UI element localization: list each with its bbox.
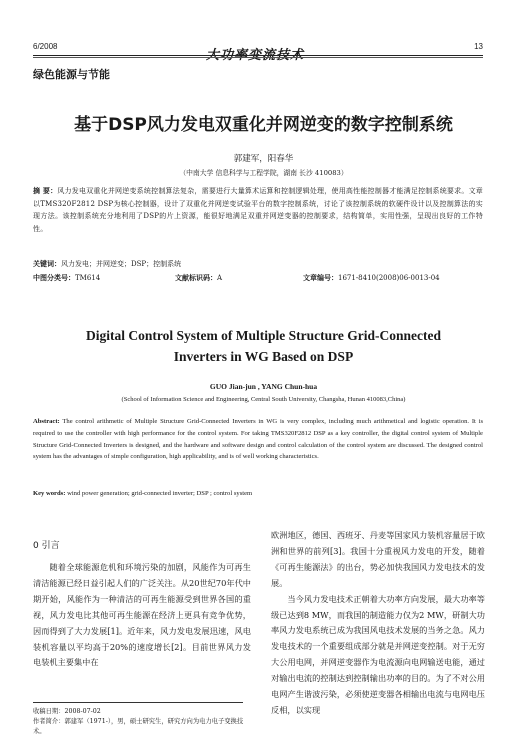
affiliation-english: (School of Information Science and Engineering, Central South University, Changsha, Hunan 410083,China) bbox=[121, 396, 406, 403]
title-english-line2: Inverters in WG Based on DSP bbox=[173, 349, 354, 364]
doc-code-value: A bbox=[217, 274, 223, 282]
section-heading: 0 引言 bbox=[33, 541, 60, 551]
issue-number: 6/2008 bbox=[33, 42, 58, 51]
author-bio: 作者简介：郭建军（1971-），男，硕士研究生，研究方向为电力电子变换技术。 bbox=[33, 718, 244, 735]
document-code bbox=[175, 273, 222, 283]
abstract-label-chinese: 摘 要： bbox=[33, 187, 58, 195]
abstract-text-chinese: 风力发电双重化并网逆变系统控制算法复杂，需要进行大量算术运算和控制逻辑处理，使用高性能控制器才能满足控制系统要求。文章以TMS320F2812 DSP为核心控制器，设计了双重化并网逆变试验平台的数字控制系统，讨论了该控制系统的软硬件设计以及控制算法的实现方法。该控制系统充分地利用了DSP的片上资源，能很好地满足双重并网逆变器的控制要求，结构简单，实用性强，呈现出良好的工作特性。 bbox=[33, 187, 483, 233]
footnote-rule bbox=[33, 702, 243, 703]
body-paragraph: 随着全球能源危机和环境污染的加剧，风能作为可再生清洁能源已经日益引起人们的广泛关注。从20世纪70年代中期开始，风能作为一种清洁的可再生能源受到世界各国的重视，风力发电比其他可再生能源在经济上更具有竞争优势，因而得到了大力发展[1]。近年来，风力发电发展迅速，风电装机容量以平均高于20%的速度增长[2]。目前世界风力发电装机主要集中在 bbox=[33, 562, 251, 668]
body-paragraph: 当今风力发电技术正朝着大功率方向发展，最大功率等级已达到8 MW，而我国的制造能力仅为2 MW，研制大功率风力发电系统已成为我国风电技术发展的当务之急。风力发电技术的一个重要组成部分就是并网逆变控制。对于无穷大公用电网，并网逆变器作为电流源向电网输送电能，通过对输出电流的控制达到控制输出功率的目的。为了不对公用电网产生谐波污染，必须使逆变器各相输出电流与电网电压反相，以实现 bbox=[271, 593, 485, 715]
clc-number bbox=[33, 273, 100, 283]
affiliation-chinese: （中南大学 信息科学与工程学院，湖南 长沙 410083） bbox=[179, 169, 348, 177]
article-number bbox=[303, 273, 440, 283]
journal-name: 大功率变流技术 bbox=[206, 48, 305, 63]
title-chinese: 基于DSP风力发电双重化并网逆变的数字控制系统 bbox=[74, 115, 453, 135]
abstract-text-english: The control arithmetic of Multiple Structure Grid-Connected Inverters in WG is very complex, including much arithmetical and logistic operation. It is required to use the controller with high performance for the control system. For taking TMS320F2812 DSP as a key controller, the digital control system of Multiple Structure Grid-Connected Inverters is designed, and the hardware and software design and control calculation of the control system are discussed. The designed control system has the advantages of simple configuration, high applicability, and is of well working characteristics. bbox=[33, 418, 484, 461]
article-no-label: 文章编号： bbox=[303, 274, 338, 282]
keywords-text-english: wind power generation; grid-connected inverter; DSP ; control system bbox=[67, 490, 253, 497]
page-number: 13 bbox=[474, 42, 483, 51]
keywords-text-chinese: 风力发电；并网逆变；DSP；控制系统 bbox=[61, 260, 182, 268]
title-english bbox=[30, 325, 497, 367]
article-no-value: 1671-8410(2008)06-0013-04 bbox=[338, 274, 440, 282]
keywords-label-english: Key words: bbox=[33, 490, 66, 497]
abstract-label-english: Abstract: bbox=[33, 418, 60, 425]
section-tag: 绿色能源与节能 bbox=[33, 68, 110, 81]
body-paragraph: 欧洲地区，德国、西班牙、丹麦等国家风力装机容量居于欧洲和世界的前列[3]。我国十分重视风力发电的开发，随着《可再生能源法》的出台，势必加快我国风力发电技术的发展。 bbox=[271, 530, 485, 588]
keywords-chinese bbox=[33, 259, 483, 269]
received-date: 收稿日期：2008-07-02 bbox=[33, 708, 101, 715]
clc-label: 中图分类号： bbox=[33, 274, 75, 282]
clc-value: TM614 bbox=[75, 274, 101, 282]
keywords-label-chinese: 关键词： bbox=[33, 260, 61, 268]
body-column-left bbox=[33, 560, 251, 671]
doc-code-label: 文献标识码： bbox=[175, 274, 217, 282]
header-rule-thin bbox=[33, 57, 483, 58]
header-rule bbox=[33, 55, 483, 56]
authors-chinese: 郭建军，阳春华 bbox=[233, 154, 294, 164]
article-meta bbox=[33, 273, 483, 283]
title-english-line1: Digital Control System of Multiple Structure Grid-Connected bbox=[86, 328, 441, 343]
abstract-english bbox=[33, 416, 483, 463]
abstract-chinese bbox=[33, 185, 483, 235]
authors-english: GUO Jian-jun , YANG Chun-hua bbox=[209, 382, 318, 391]
keywords-english bbox=[33, 490, 483, 497]
body-column-right bbox=[271, 528, 485, 719]
